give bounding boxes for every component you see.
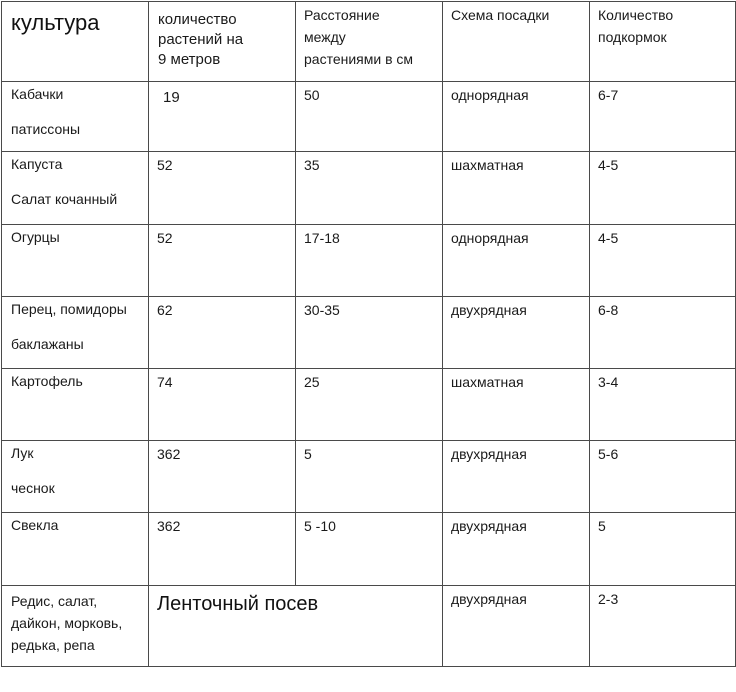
cell-crop: Лук чеснок bbox=[2, 441, 149, 513]
cell-distance: 30-35 bbox=[296, 297, 443, 369]
cell-crop: Капуста Салат кочанный bbox=[2, 152, 149, 225]
cell-plants-count: 362 bbox=[149, 441, 296, 513]
cell-plants-count: 62 bbox=[149, 297, 296, 369]
cell-crop: Свекла bbox=[2, 513, 149, 586]
cell-plants-count: 362 bbox=[149, 513, 296, 586]
cell-crop: Редис, салат, дайкон, морковь, редька, репа bbox=[2, 586, 149, 667]
header-crop: культура bbox=[2, 2, 149, 82]
cell-scheme: двухрядная bbox=[443, 297, 590, 369]
table-row bbox=[2, 369, 736, 441]
cell-distance: 5 -10 bbox=[296, 513, 443, 586]
cell-scheme: шахматная bbox=[443, 152, 590, 225]
table-row bbox=[2, 586, 736, 667]
cell-scheme: однорядная bbox=[443, 225, 590, 297]
header-feedings: Количество подкормок bbox=[590, 2, 736, 82]
cell-plants-count: 52 bbox=[149, 152, 296, 225]
cell-crop: Картофель bbox=[2, 369, 149, 441]
cell-plants-count: 19 bbox=[149, 82, 296, 152]
cell-scheme: шахматная bbox=[443, 369, 590, 441]
cell-feedings: 6-7 bbox=[590, 82, 736, 152]
table-row bbox=[2, 225, 736, 297]
cell-distance: 25 bbox=[296, 369, 443, 441]
cell-plants-count: 52 bbox=[149, 225, 296, 297]
header-distance: Расстояние между растениями в см bbox=[296, 2, 443, 82]
cell-distance: 17-18 bbox=[296, 225, 443, 297]
cell-crop: Перец, помидоры баклажаны bbox=[2, 297, 149, 369]
cell-distance: 35 bbox=[296, 152, 443, 225]
table-row bbox=[2, 152, 736, 225]
cell-feedings: 4-5 bbox=[590, 225, 736, 297]
cell-feedings: 5 bbox=[590, 513, 736, 586]
header-plants-count: количество растений на 9 метров bbox=[149, 2, 296, 82]
cell-distance: 50 bbox=[296, 82, 443, 152]
cell-scheme: двухрядная bbox=[443, 513, 590, 586]
cell-scheme: однорядная bbox=[443, 82, 590, 152]
header-scheme: Схема посадки bbox=[443, 2, 590, 82]
table-row bbox=[2, 513, 736, 586]
planting-table bbox=[1, 1, 736, 667]
cell-crop: Кабачки патиссоны bbox=[2, 82, 149, 152]
cell-scheme: двухрядная bbox=[443, 441, 590, 513]
table-row bbox=[2, 297, 736, 369]
cell-feedings: 5-6 bbox=[590, 441, 736, 513]
table-header-row bbox=[2, 2, 736, 82]
table-row bbox=[2, 82, 736, 152]
cell-crop: Огурцы bbox=[2, 225, 149, 297]
table-row bbox=[2, 441, 736, 513]
cell-feedings: 4-5 bbox=[590, 152, 736, 225]
cell-ribbon-sowing: Ленточный посев bbox=[149, 586, 443, 667]
cell-feedings: 6-8 bbox=[590, 297, 736, 369]
cell-distance: 5 bbox=[296, 441, 443, 513]
cell-scheme: двухрядная bbox=[443, 586, 590, 667]
cell-feedings: 3-4 bbox=[590, 369, 736, 441]
cell-feedings: 2-3 bbox=[590, 586, 736, 667]
cell-plants-count: 74 bbox=[149, 369, 296, 441]
